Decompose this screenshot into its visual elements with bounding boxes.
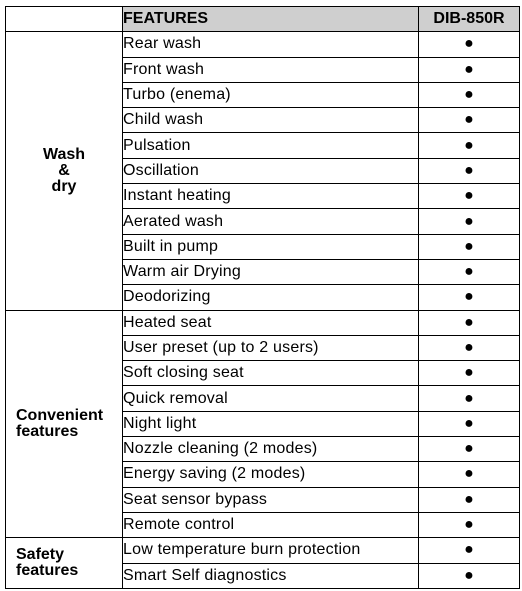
feature-name: Remote control [123, 512, 419, 537]
features-table [5, 6, 520, 589]
feature-mark: ● [419, 386, 520, 411]
category-convenient-features: Convenient features [6, 310, 123, 538]
feature-name: Energy saving (2 modes) [123, 462, 419, 487]
feature-name: Built in pump [123, 234, 419, 259]
feature-mark: ● [419, 310, 520, 335]
feature-mark: ● [419, 133, 520, 158]
header-model: DIB-850R [419, 7, 520, 32]
feature-name: User preset (up to 2 users) [123, 335, 419, 360]
feature-name: Seat sensor bypass [123, 487, 419, 512]
feature-mark: ● [419, 538, 520, 563]
feature-mark: ● [419, 259, 520, 284]
feature-name: Oscillation [123, 158, 419, 183]
table-row [6, 538, 520, 563]
feature-mark: ● [419, 57, 520, 82]
feature-name: Child wash [123, 108, 419, 133]
category-safety-features: Safety features [6, 538, 123, 589]
feature-name: Pulsation [123, 133, 419, 158]
feature-name: Instant heating [123, 184, 419, 209]
feature-name: Smart Self diagnostics [123, 563, 419, 588]
header-row [6, 7, 520, 32]
feature-name: Deodorizing [123, 285, 419, 310]
feature-name: Rear wash [123, 32, 419, 57]
feature-mark: ● [419, 335, 520, 360]
header-features: FEATURES [123, 7, 419, 32]
feature-mark: ● [419, 411, 520, 436]
feature-mark: ● [419, 361, 520, 386]
feature-mark: ● [419, 82, 520, 107]
feature-name: Heated seat [123, 310, 419, 335]
feature-name: Low temperature burn protection [123, 538, 419, 563]
feature-mark: ● [419, 158, 520, 183]
feature-name: Front wash [123, 57, 419, 82]
feature-name: Turbo (enema) [123, 82, 419, 107]
feature-mark: ● [419, 108, 520, 133]
table-row [6, 32, 520, 57]
feature-mark: ● [419, 512, 520, 537]
feature-mark: ● [419, 487, 520, 512]
feature-mark: ● [419, 563, 520, 588]
feature-name: Soft closing seat [123, 361, 419, 386]
feature-mark: ● [419, 437, 520, 462]
feature-mark: ● [419, 32, 520, 57]
table-row [6, 310, 520, 335]
header-category-cell [6, 7, 123, 32]
feature-name: Quick removal [123, 386, 419, 411]
feature-name: Aerated wash [123, 209, 419, 234]
category-wash-dry: Wash & dry [6, 32, 123, 310]
feature-mark: ● [419, 184, 520, 209]
feature-mark: ● [419, 462, 520, 487]
feature-mark: ● [419, 234, 520, 259]
feature-mark: ● [419, 209, 520, 234]
feature-name: Nozzle cleaning (2 modes) [123, 437, 419, 462]
feature-name: Warm air Drying [123, 259, 419, 284]
feature-name: Night light [123, 411, 419, 436]
feature-mark: ● [419, 285, 520, 310]
